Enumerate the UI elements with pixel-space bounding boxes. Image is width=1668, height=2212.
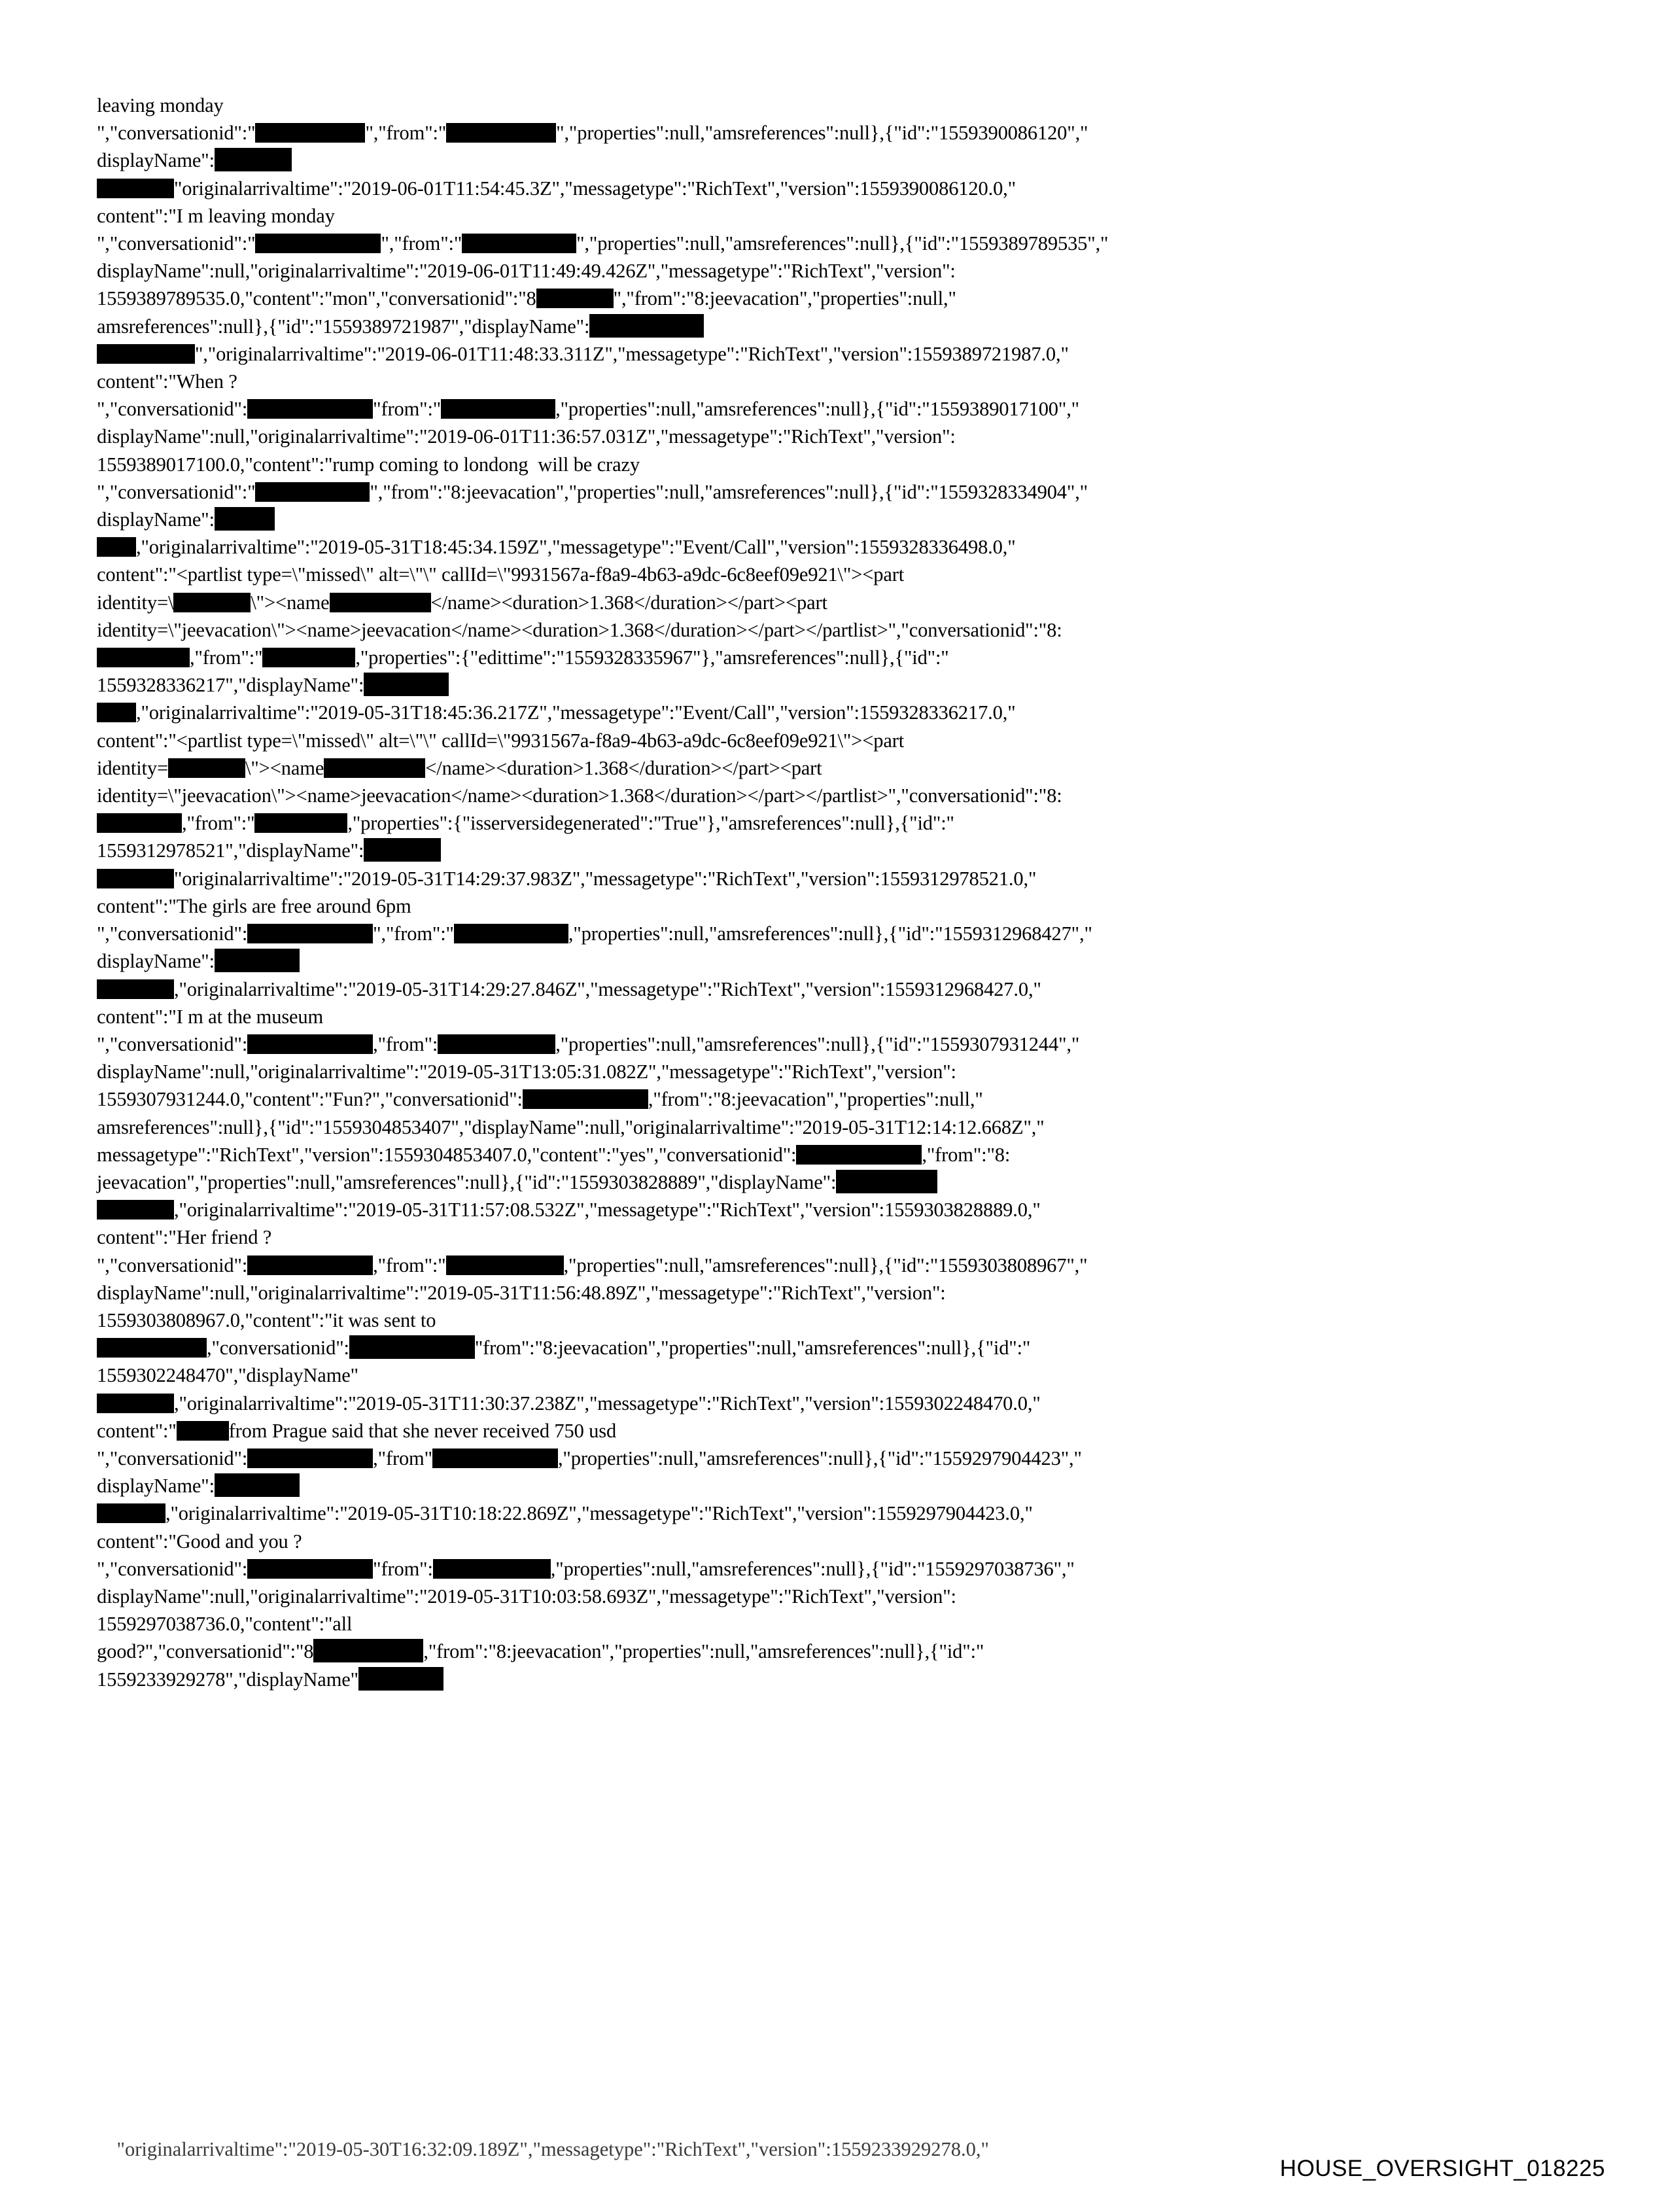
text-run: 1559297038736.0,"content":"all (97, 1613, 353, 1636)
document-line (97, 1114, 1572, 1141)
text-run: ,"properties":null,"amsreferences":null},{"id":"1559303808967"," (563, 1254, 1088, 1276)
text-run: ,"originalarrivaltime":"2019-05-31T14:29:27.846Z","messagetype":"RichText","version":1559312968427.0," (174, 977, 1041, 1000)
document-line (97, 1223, 1572, 1251)
redaction-bar (364, 673, 449, 696)
document-line (97, 202, 1572, 230)
redaction-bar (523, 1089, 648, 1109)
document-line (97, 1307, 1572, 1334)
redaction-bar (446, 1255, 564, 1275)
text-run: 1559307931244.0,"content":"Fun?","conversationid": (97, 1088, 523, 1111)
text-run: ,"originalarrivaltime":"2019-05-31T18:45:36.217Z","messagetype":"Event/Call","version":1559328336217.0," (136, 701, 1016, 724)
text-run: 1559303808967.0,"content":"it was sent to (97, 1308, 436, 1331)
document-line (97, 727, 1572, 754)
redaction-bar (97, 1200, 174, 1220)
redaction-bar (97, 1503, 165, 1523)
redaction-bar (536, 289, 614, 308)
document-line (97, 920, 1572, 947)
text-run: ,"properties":{"isserversidegenerated":"True"},"amsreferences":null},{"id":" (347, 812, 954, 835)
text-run: displayName":null,"originalarrivaltime":"2019-05-31T11:56:48.89Z","messagetype":"RichText","version": (97, 1281, 946, 1304)
redaction-bar (97, 979, 174, 999)
redaction-bar (215, 507, 275, 531)
document-line (97, 147, 1572, 174)
document-line (97, 561, 1572, 588)
redaction-bar (441, 399, 555, 419)
redaction-bar (168, 758, 245, 778)
text-run: 1559302248470","displayName" (97, 1364, 358, 1387)
redaction-bar (247, 1559, 373, 1579)
redaction-bar (438, 1034, 555, 1054)
text-run: </name><duration>1.368</duration></part><part (430, 591, 827, 614)
text-run: messagetype":"RichText","version":1559304853407.0,"content":"yes","conversationid": (97, 1143, 797, 1166)
text-run: \"><name (245, 756, 324, 779)
document-line (97, 1638, 1572, 1665)
text-run: displayName": (97, 149, 215, 172)
redaction-bar (358, 1667, 443, 1691)
redaction-bar (97, 344, 195, 364)
document-line (97, 1472, 1572, 1500)
text-run: ","properties":null,"amsreferences":null},{"id":"1559389789535"," (576, 232, 1109, 255)
text-run: ,"properties":{"edittime":"1559328335967"},"amsreferences":null},{"id":" (355, 646, 949, 669)
document-line (97, 1058, 1572, 1085)
text-run: identity=\"jeevacation\"><name>jeevacation</name><duration>1.368</duration></part></partlist>","conversationid":"8: (97, 618, 1062, 641)
text-run: ,"from" (373, 1447, 432, 1469)
document-line (97, 616, 1572, 644)
text-run: ,"conversationid": (207, 1337, 349, 1360)
document-line (97, 699, 1572, 726)
text-run: identity= (97, 756, 169, 779)
text-run: ","conversationid":" (97, 480, 256, 503)
text-run: ","from":"8:jeevacation","properties":null,"amsreferences":null},{"id":"1559328334904"," (370, 480, 1088, 503)
document-line (97, 1085, 1572, 1113)
redaction-bar (589, 314, 704, 338)
document-line (97, 423, 1572, 450)
redaction-bar (247, 1255, 373, 1275)
text-run: 1559389789535.0,"content":"mon","conversationid":"8 (97, 287, 536, 310)
text-run: content":" (97, 1419, 177, 1442)
text-run: content":"Her friend ? (97, 1226, 272, 1249)
text-run: displayName":null,"originalarrivaltime":"2019-05-31T10:03:58.693Z","messagetype":"RichText","version": (97, 1585, 956, 1607)
redaction-bar (255, 482, 370, 502)
document-line (97, 1666, 1572, 1693)
text-run: ","from":"8:jeevacation","properties":null," (613, 287, 956, 310)
text-run: ,"properties":null,"amsreferences":null},{"id":"1559389017100"," (555, 398, 1079, 421)
redaction-bar (836, 1170, 937, 1193)
redaction-bar (313, 1639, 423, 1662)
text-run: 1559312978521","displayName": (97, 839, 364, 862)
document-line (97, 1252, 1572, 1279)
document-line (97, 1196, 1572, 1223)
redaction-bar (97, 813, 182, 833)
document-line (97, 478, 1572, 506)
text-run: 1559233929278","displayName" (97, 1668, 358, 1691)
document-line (97, 1030, 1572, 1058)
redaction-bar (247, 924, 373, 943)
redaction-bar (247, 399, 373, 419)
document-line (97, 837, 1572, 864)
redaction-bar (796, 1145, 922, 1165)
document-line (97, 1279, 1572, 1307)
text-run: jeevacation","properties":null,"amsreferences":null},{"id":"1559303828889","displayName": (97, 1170, 837, 1193)
document-line (97, 257, 1572, 285)
text-run: ,"originalarrivaltime":"2019-05-31T10:18:22.869Z","messagetype":"RichText","version":1559297904423.0," (165, 1502, 1033, 1525)
text-run: </name><duration>1.368</duration></part><part (425, 756, 822, 779)
document-line (97, 92, 1572, 119)
redaction-bar (215, 949, 300, 972)
redaction-bar (364, 838, 441, 862)
text-run: content":"Good and you ? (97, 1530, 302, 1553)
text-run: ,"from":"8:jeevacation","properties":null," (648, 1088, 983, 1111)
text-run: ,"originalarrivaltime":"2019-05-31T11:30:37.238Z","messagetype":"RichText","version":1559302248470.0," (174, 1392, 1041, 1414)
text-run: ","conversationid": (97, 1032, 248, 1055)
document-line (97, 754, 1572, 782)
text-run: ","conversationid": (97, 922, 248, 945)
document-line (97, 451, 1572, 478)
document-line (97, 1417, 1572, 1445)
document-line (97, 1583, 1572, 1610)
document-line (97, 1445, 1572, 1472)
redaction-bar (97, 1338, 207, 1358)
text-run: ","from":" (381, 232, 462, 255)
text-run: ","conversationid":" (97, 232, 256, 255)
text-run: amsreferences":null},{"id":"1559304853407","displayName":null,"originalarrivaltime":"2019-05-31T12:14:12.668Z"," (97, 1115, 1045, 1138)
clipped-last-line (97, 2108, 1572, 2161)
text-run: ,"properties":null,"amsreferences":null},{"id":"1559297904423"," (557, 1447, 1082, 1469)
document-line (97, 865, 1572, 892)
text-run: ,"from":"8: (922, 1143, 1011, 1166)
document-line (97, 1141, 1572, 1168)
document-line (97, 1003, 1572, 1030)
text-run: ","originalarrivaltime":"2019-06-01T11:48:33.311Z","messagetype":"RichText","version":1559389721987.0," (195, 342, 1069, 365)
redaction-bar (97, 179, 174, 198)
redaction-bar (247, 1034, 373, 1054)
document-line (97, 119, 1572, 147)
text-run: ,"from":"8:jeevacation","properties":null,"amsreferences":null},{"id":" (423, 1640, 984, 1663)
text-run: content":"<partlist type=\"missed\" alt=\"\" callId=\"9931567a-f8a9-4b63-a9dc-6c8eef09e921\"><part (97, 563, 905, 586)
text-run: displayName": (97, 508, 215, 531)
text-run: \"><name (251, 591, 330, 614)
redaction-bar (97, 537, 136, 557)
redaction-bar (262, 648, 355, 667)
text-run: ,"originalarrivaltime":"2019-05-31T11:57:08.532Z","messagetype":"RichText","version":1559303828889.0," (174, 1199, 1041, 1221)
text-run: ,"from":" (182, 812, 255, 835)
document-line (97, 1555, 1572, 1583)
text-run: 1559389017100.0,"content":"rump coming to londong will be crazy (97, 453, 640, 476)
redaction-bar (215, 148, 292, 171)
redaction-bar (97, 1394, 174, 1413)
text-run: leaving monday (97, 94, 224, 116)
document-line (97, 644, 1572, 671)
redaction-bar (97, 703, 136, 722)
document-line (97, 671, 1572, 699)
document-line (97, 589, 1572, 616)
document-line (97, 892, 1572, 920)
text-run: identity=\ (97, 591, 174, 614)
text-run: ,"properties":null,"amsreferences":null},{"id":"1559307931244"," (555, 1032, 1080, 1055)
redaction-bar (446, 123, 556, 143)
text-run: ","conversationid": (97, 398, 248, 421)
text-run: "from":" (373, 398, 442, 421)
document-line (97, 230, 1572, 257)
document-line (97, 975, 1572, 1003)
text-run: ,"from":" (373, 1254, 446, 1276)
redaction-bar (432, 1448, 558, 1468)
clipped-last-line-text: "originalarrivaltime":"2019-05-30T16:32:09.189Z","messagetype":"RichText","version":1559233929278.0," (116, 2138, 989, 2161)
text-run: content":"I m leaving monday (97, 204, 335, 227)
document-line (97, 395, 1572, 423)
redaction-bar (454, 924, 568, 943)
document-line (97, 1390, 1572, 1417)
document-line (97, 1500, 1572, 1527)
document-line (97, 1361, 1572, 1389)
text-run: "originalarrivaltime":"2019-05-31T14:29:37.983Z","messagetype":"RichText","version":1559312978521.0," (174, 867, 1037, 890)
text-run: amsreferences":null},{"id":"1559389721987","displayName": (97, 315, 590, 338)
text-run: ,"from": (373, 1032, 438, 1055)
document-line (97, 782, 1572, 809)
text-run: displayName": (97, 1475, 215, 1498)
document-text-block (97, 92, 1572, 1693)
redaction-bar (324, 758, 425, 778)
text-run: good?","conversationid":"8 (97, 1640, 314, 1663)
text-run: 1559328336217","displayName": (97, 674, 364, 697)
document-line (97, 1528, 1572, 1555)
redaction-bar (255, 234, 381, 253)
text-run: content":"I m at the museum (97, 1005, 324, 1028)
redaction-bar (177, 1421, 229, 1441)
text-run: ","properties":null,"amsreferences":null},{"id":"1559390086120"," (556, 122, 1088, 145)
text-run: content":"The girls are free around 6pm (97, 894, 411, 917)
redaction-bar (215, 1473, 300, 1497)
text-run: displayName":null,"originalarrivaltime":"2019-06-01T11:36:57.031Z","messagetype":"RichText","version": (97, 425, 956, 448)
document-line (97, 533, 1572, 561)
text-run: content":"<partlist type=\"missed\" alt=\"\" callId=\"9931567a-f8a9-4b63-a9dc-6c8eef09e921\"><part (97, 729, 905, 752)
text-run: ","conversationid": (97, 1254, 248, 1276)
text-run: ,"from":" (190, 646, 263, 669)
text-run: ","from":" (373, 922, 454, 945)
redaction-bar (173, 593, 251, 612)
document-line (97, 809, 1572, 837)
redaction-bar (97, 869, 174, 888)
document-line (97, 947, 1572, 975)
text-run: content":"When ? (97, 370, 237, 393)
text-run: ","from":" (365, 122, 447, 145)
document-line (97, 1334, 1572, 1361)
redaction-bar (255, 123, 365, 143)
document-line (97, 340, 1572, 368)
text-run: identity=\"jeevacation\"><name>jeevacation</name><duration>1.368</duration></part></partlist>","conversationid":"8: (97, 784, 1062, 807)
text-run: ","conversationid": (97, 1557, 248, 1580)
redaction-bar (254, 813, 347, 833)
text-run: ,"properties":null,"amsreferences":null},{"id":"1559312968427"," (568, 922, 1092, 945)
text-run: displayName": (97, 950, 215, 973)
redaction-bar (462, 234, 576, 253)
text-run: ,"properties":null,"amsreferences":null},{"id":"1559297038736"," (550, 1557, 1075, 1580)
text-run: from Prague said that she never received 750 usd (228, 1419, 617, 1442)
document-line (97, 1610, 1572, 1638)
text-run: ","conversationid":" (97, 122, 256, 145)
document-line (97, 368, 1572, 395)
redaction-bar (247, 1448, 373, 1468)
document-line (97, 506, 1572, 533)
document-line (97, 313, 1572, 340)
text-run: "from": (373, 1557, 433, 1580)
bates-stamp: HOUSE_OVERSIGHT_018225 (1279, 2156, 1605, 2181)
text-run: displayName":null,"originalarrivaltime":"2019-06-01T11:49:49.426Z","messagetype":"RichText","version": (97, 260, 956, 283)
redaction-bar (330, 593, 431, 612)
text-run: ","conversationid": (97, 1447, 248, 1469)
document-line (97, 285, 1572, 312)
text-run: ,"originalarrivaltime":"2019-05-31T18:45:34.159Z","messagetype":"Event/Call","version":1559328336498.0," (136, 536, 1016, 559)
document-line (97, 1168, 1572, 1196)
document-line (97, 175, 1572, 202)
text-run: "from":"8:jeevacation","properties":null,"amsreferences":null},{"id":" (474, 1337, 1031, 1360)
redaction-bar (97, 648, 190, 667)
text-run: displayName":null,"originalarrivaltime":"2019-05-31T13:05:31.082Z","messagetype":"RichText","version": (97, 1061, 956, 1083)
redaction-bar (349, 1335, 475, 1359)
text-run: "originalarrivaltime":"2019-06-01T11:54:45.3Z","messagetype":"RichText","version":1559390086120.0," (174, 177, 1016, 200)
redaction-bar (433, 1559, 551, 1579)
